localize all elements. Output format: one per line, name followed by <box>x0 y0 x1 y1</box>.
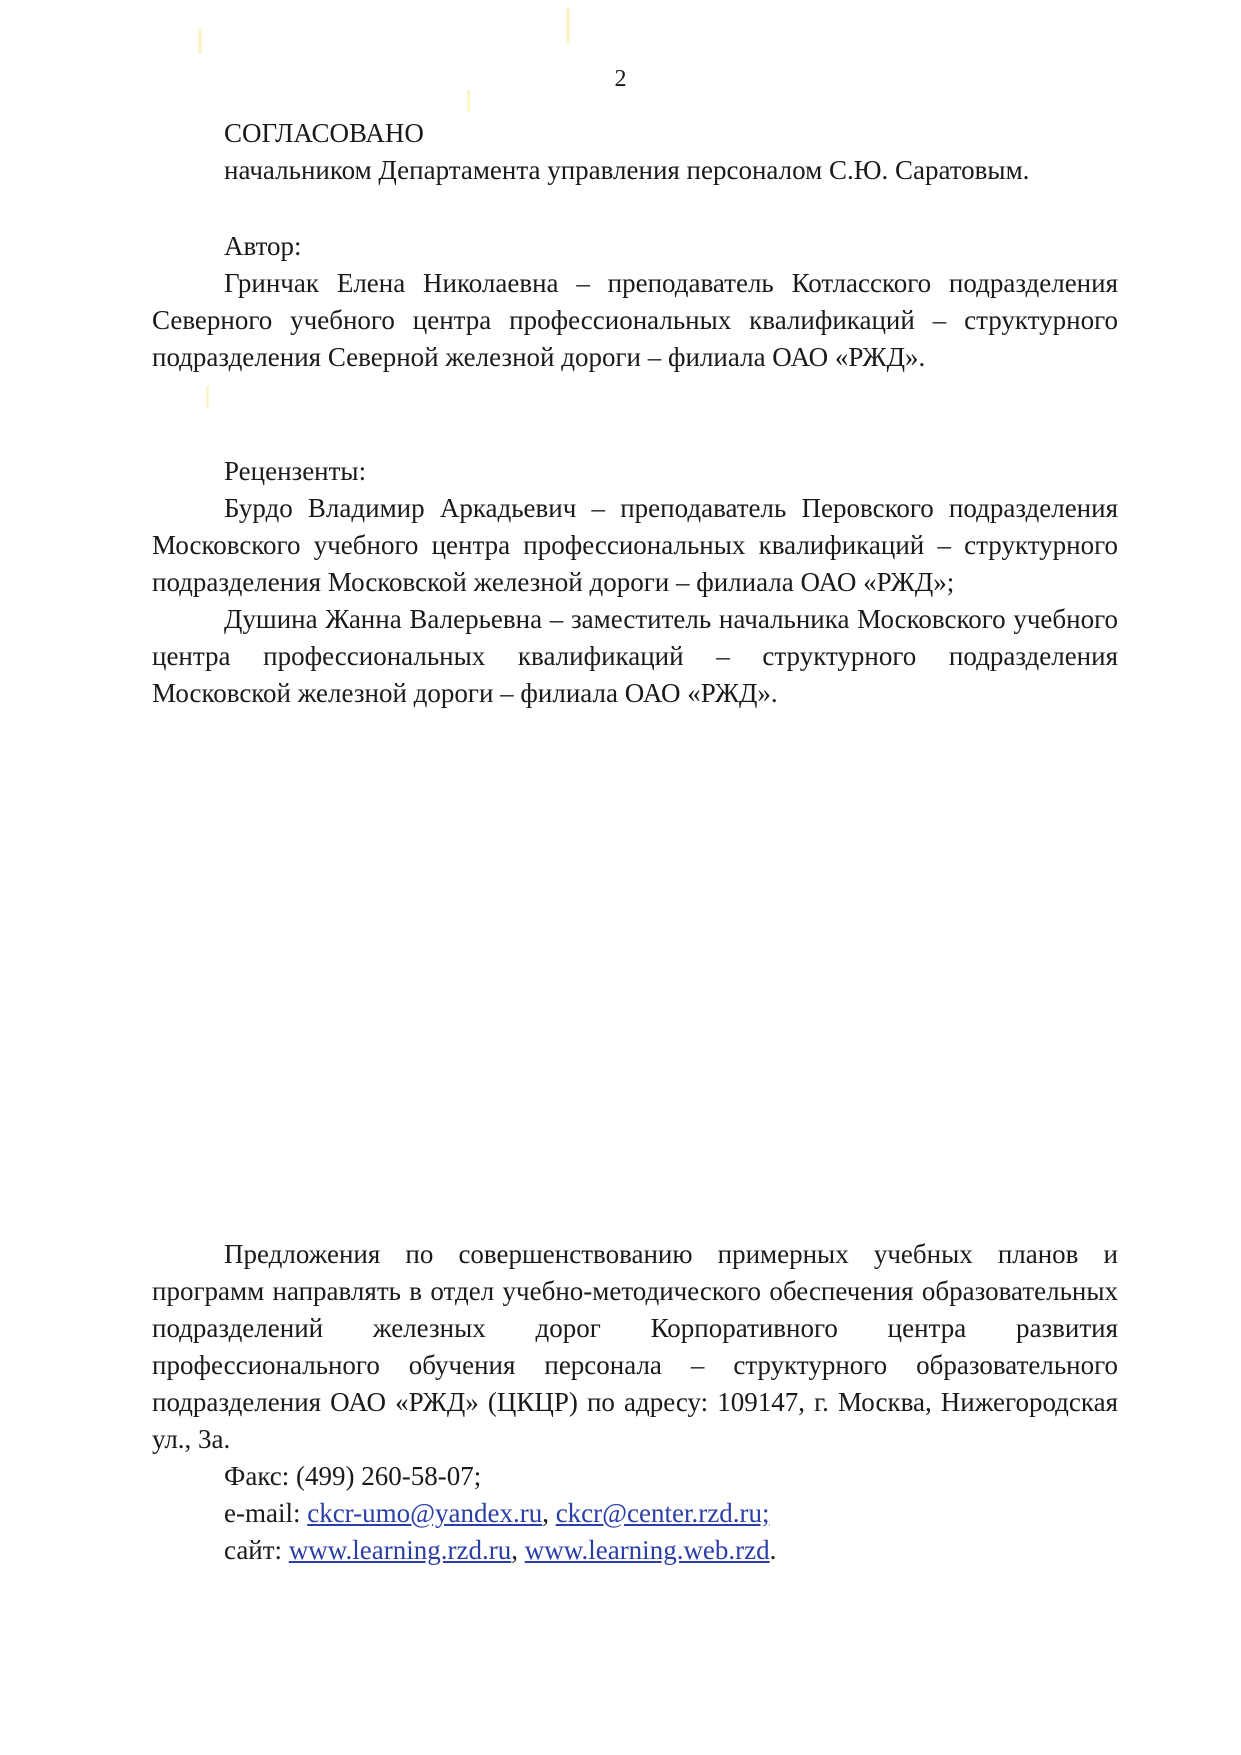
author-block <box>152 228 1118 376</box>
email-line <box>152 1495 1118 1532</box>
approval-heading: СОГЛАСОВАНО <box>224 118 424 148</box>
scan-mark <box>566 8 570 44</box>
site-separator: , <box>511 1535 518 1565</box>
site-end: . <box>769 1535 777 1565</box>
approval-block <box>152 115 1118 189</box>
scan-mark <box>198 28 202 54</box>
scan-mark <box>206 386 209 408</box>
site-link-learning-web[interactable]: www.learning.web.rzd <box>524 1535 770 1565</box>
reviewers-heading: Рецензенты: <box>224 456 367 486</box>
page-number: 2 <box>614 66 627 92</box>
reviewer-item: Душина Жанна Валерьевна – заместитель начальника Московского учебного центра профессиональных квалификаций – структурного подразделения Московской железной дороги – филиала ОАО «РЖД». <box>152 604 1118 708</box>
approval-line: начальником Департамента управления персоналом С.Ю. Саратовым. <box>224 155 1030 185</box>
email-separator: , <box>542 1498 549 1528</box>
email-link-umo[interactable]: ckcr-umo@yandex.ru <box>307 1498 543 1528</box>
author-text: Гринчак Елена Николаевна – преподаватель Котласского подразделения Северного учебного центра профессиональных квалификаций – структурного подразделения Северной железной дороги – филиала ОАО «РЖД». <box>152 268 1118 372</box>
reviewer-item: Бурдо Владимир Аркадьевич – преподаватель Перовского подразделения Московского учебного центра профессиональных квалификаций – структурного подразделения Московской железной дороги – филиала ОАО «РЖД»; <box>152 493 1118 597</box>
site-line <box>152 1532 1118 1569</box>
email-label: e-mail: <box>224 1498 301 1528</box>
scan-mark <box>467 90 470 112</box>
proposals-block <box>152 1236 1118 1569</box>
proposals-text: Предложения по совершенствованию примерных учебных планов и программ направлять в отдел учебно-методического обеспечения образовательных подразделений железных дорог Корпоративного центра развития профессионального обучения персонала – структурного образовательного подразделения ОАО «РЖД» (ЦКЦР) по адресу: 109147, г. Москва, Нижегородская ул., 3а. <box>152 1239 1118 1454</box>
reviewers-block <box>152 453 1118 712</box>
site-label: сайт: <box>224 1535 283 1565</box>
fax-line: Факс: (499) 260-58-07; <box>224 1461 482 1491</box>
email-link-center[interactable]: ckcr@center.rzd.ru; <box>555 1498 770 1528</box>
site-link-learning[interactable]: www.learning.rzd.ru <box>288 1535 512 1565</box>
author-heading: Автор: <box>224 231 302 261</box>
